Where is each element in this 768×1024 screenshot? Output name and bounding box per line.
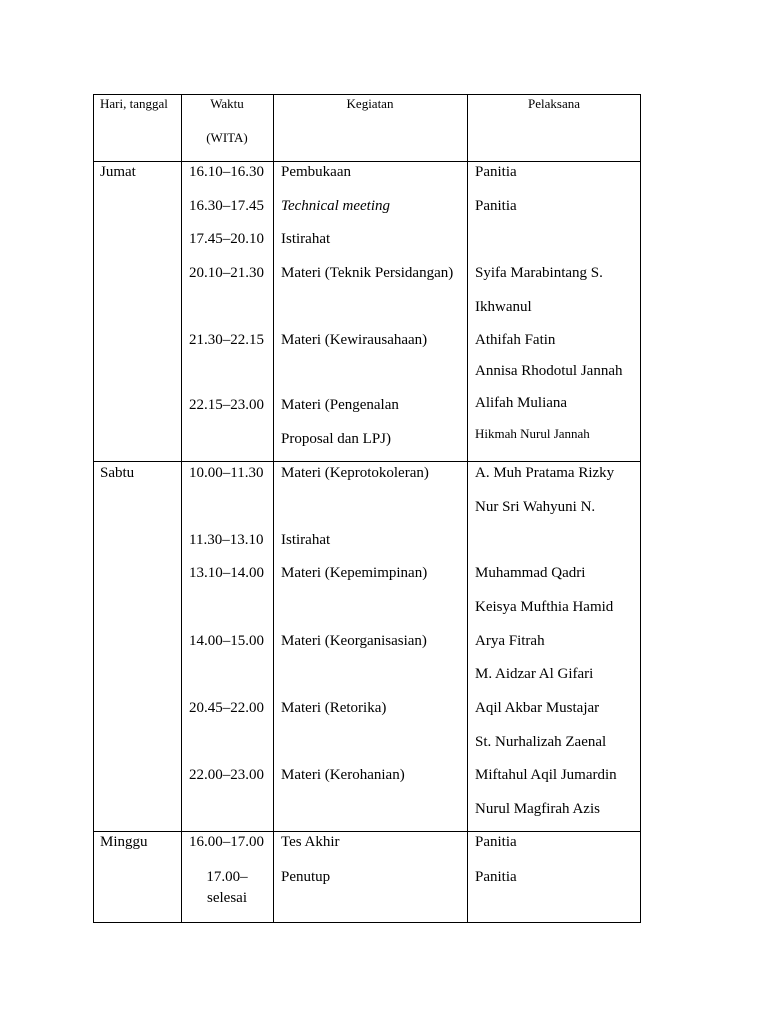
header-wita: (WITA) [206, 130, 248, 145]
activity-cell: Materi (Kerohanian) [281, 767, 405, 783]
person-cell: Aqil Akbar Mustajar [475, 700, 600, 716]
activity-cell: Istirahat [281, 231, 331, 247]
row-divider-jumat [93, 461, 641, 462]
time-cell: selesai [207, 890, 247, 906]
header-hari-tanggal: Hari, tanggal [100, 96, 168, 111]
person-cell: A. Muh Pratama Rizky [475, 465, 615, 481]
activity-cell: Penutup [281, 869, 331, 885]
activity-cell: Pembukaan [281, 164, 351, 180]
activity-cell: Materi (Kepemimpinan) [281, 565, 428, 581]
activity-cell: Materi (Keorganisasian) [281, 633, 427, 649]
activity-cell: Tes Akhir [281, 834, 340, 850]
row-divider-sabtu [93, 831, 641, 832]
person-cell: Keisya Mufthia Hamid [475, 599, 614, 615]
day-sabtu: Sabtu [100, 465, 135, 481]
activity-cell: Materi (Retorika) [281, 700, 387, 716]
header-pelaksana: Pelaksana [528, 96, 580, 111]
day-minggu: Minggu [100, 834, 148, 850]
time-cell: 16.30–17.45 [189, 198, 264, 214]
row-divider-header [93, 161, 641, 162]
person-cell: Miftahul Aqil Jumardin [475, 767, 617, 783]
person-cell: Nur Sri Wahyuni N. [475, 499, 596, 515]
time-cell: 13.10–14.00 [189, 565, 264, 581]
header-waktu: Waktu [210, 96, 244, 111]
person-cell: Panitia [475, 164, 517, 180]
person-cell: Panitia [475, 198, 517, 214]
time-cell: 16.00–17.00 [189, 834, 264, 850]
person-cell: M. Aidzar Al Gifari [475, 666, 594, 682]
time-cell: 20.10–21.30 [189, 265, 264, 281]
time-cell: 17.45–20.10 [189, 231, 264, 247]
person-cell: Alifah Muliana [475, 395, 568, 411]
person-cell: Panitia [475, 834, 517, 850]
time-cell: 21.30–22.15 [189, 332, 264, 348]
column-divider-3 [467, 94, 468, 923]
header-kegiatan: Kegiatan [346, 96, 394, 111]
person-cell: Ikhwanul [475, 299, 532, 315]
time-cell: 20.45–22.00 [189, 700, 264, 716]
activity-cell: Technical meeting [281, 198, 391, 214]
person-cell: Athifah Fatin [475, 332, 556, 348]
time-cell: 17.00– [206, 869, 248, 885]
person-cell: Muhammad Qadri [475, 565, 586, 581]
time-cell: 22.15–23.00 [189, 397, 264, 413]
activity-cell: Materi (Kewirausahaan) [281, 332, 428, 348]
day-jumat: Jumat [100, 164, 136, 180]
person-cell: Syifa Marabintang S. [475, 265, 603, 281]
activity-cell: Proposal dan LPJ) [281, 431, 391, 447]
person-cell: Annisa Rhodotul Jannah [475, 363, 623, 379]
activity-cell: Materi (Pengenalan [281, 397, 399, 413]
column-divider-2 [273, 94, 274, 923]
person-cell: Hikmah Nurul Jannah [475, 426, 590, 441]
time-cell: 16.10–16.30 [189, 164, 264, 180]
person-cell: Arya Fitrah [475, 633, 545, 649]
person-cell: Panitia [475, 869, 517, 885]
activity-cell: Istirahat [281, 532, 331, 548]
column-divider-1 [181, 94, 182, 923]
activity-cell: Materi (Teknik Persidangan) [281, 265, 454, 281]
time-cell: 22.00–23.00 [189, 767, 264, 783]
time-cell: 11.30–13.10 [189, 532, 264, 548]
activity-cell: Materi (Keprotokoleran) [281, 465, 429, 481]
person-cell: Nurul Magfirah Azis [475, 801, 600, 817]
time-cell: 10.00–11.30 [189, 465, 264, 481]
time-cell: 14.00–15.00 [189, 633, 264, 649]
person-cell: St. Nurhalizah Zaenal [475, 734, 607, 750]
